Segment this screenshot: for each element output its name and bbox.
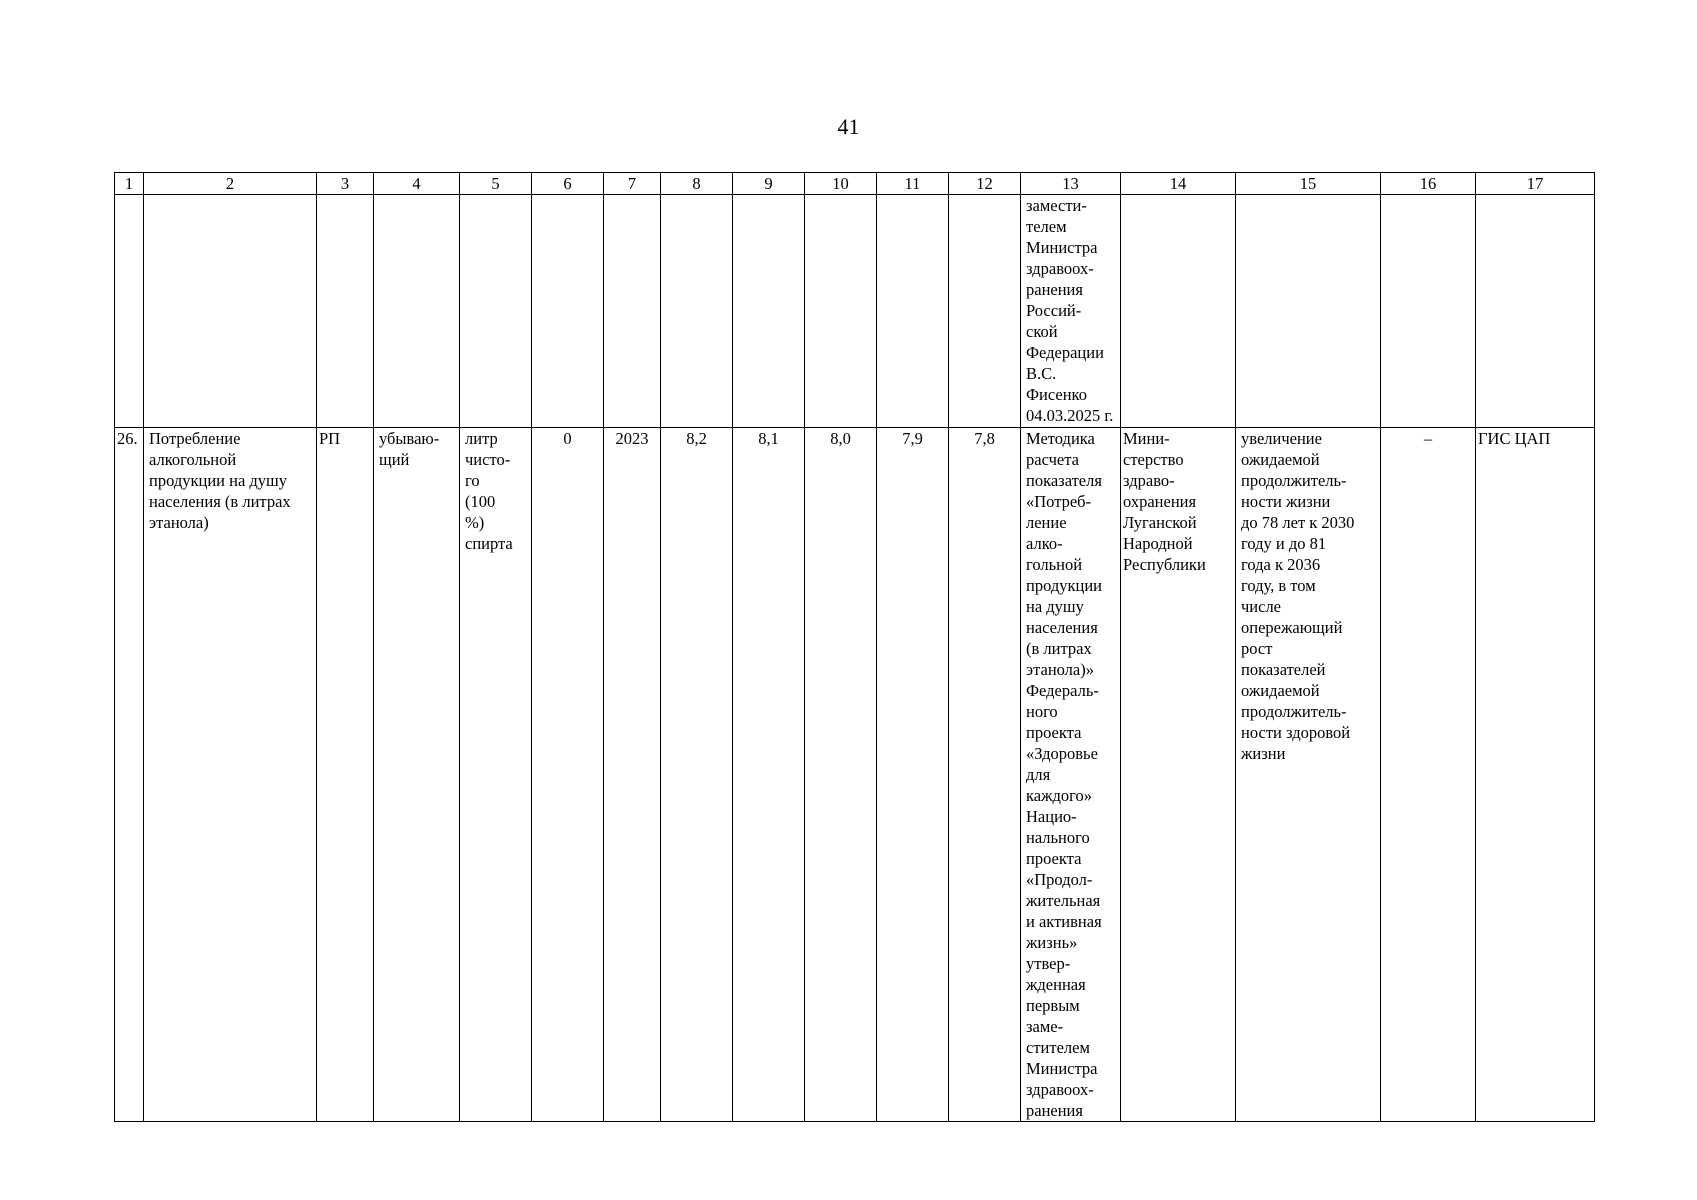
base-value: 0 bbox=[532, 428, 604, 1122]
value-col-11: 7,9 bbox=[877, 428, 949, 1122]
indicator-level: РП bbox=[317, 428, 374, 1122]
base-year: 2023 bbox=[604, 428, 661, 1122]
methodology-document: Методика расчета показателя «Потреб- ление алко- гольной продукции на душу населения (в литрах этанола)» Федераль- ного проекта «Здоровье для каждого» Нацио- нального проекта «Продол- жительная и активная жизнь» утвер- жденная первым заме- стителем Министра здравоох- ранения bbox=[1021, 428, 1121, 1122]
responsible-body: Мини- стерство здраво- охранения Луганской Народной Республики bbox=[1121, 428, 1236, 1122]
value-col-8: 8,2 bbox=[661, 428, 733, 1122]
continuation-row bbox=[115, 195, 1595, 428]
column-header: 11 bbox=[877, 173, 949, 195]
column-header: 8 bbox=[661, 173, 733, 195]
column-header: 5 bbox=[460, 173, 532, 195]
column-header: 2 bbox=[144, 173, 317, 195]
column-header: 12 bbox=[949, 173, 1021, 195]
value-col-10: 8,0 bbox=[805, 428, 877, 1122]
column-header: 6 bbox=[532, 173, 604, 195]
column-header: 7 bbox=[604, 173, 661, 195]
column-header: 1 bbox=[115, 173, 144, 195]
information-system: ГИС ЦАП bbox=[1476, 428, 1595, 1122]
national-goal: увеличение ожидаемой продолжитель- ности жизни до 78 лет к 2030 году и до 81 года к 2036 году, в том числе опережающий рост показателей ожидаемой продолжитель- ности здоровой жизни bbox=[1236, 428, 1381, 1122]
value-col-9: 8,1 bbox=[733, 428, 805, 1122]
column-header: 16 bbox=[1381, 173, 1476, 195]
unit-of-measure: литр чисто- го (100 %) спирта bbox=[460, 428, 532, 1122]
indicator-name: Потребление алкогольной продукции на душу населения (в литрах этанола) bbox=[144, 428, 317, 1122]
page-number: 41 bbox=[837, 114, 860, 139]
column-number-header-row bbox=[115, 173, 1595, 195]
column-header: 3 bbox=[317, 173, 374, 195]
column-header: 13 bbox=[1021, 173, 1121, 195]
column-header: 14 bbox=[1121, 173, 1236, 195]
column-header: 15 bbox=[1236, 173, 1381, 195]
column-header: 17 bbox=[1476, 173, 1595, 195]
indicators-table bbox=[114, 172, 1595, 1122]
indicator-trend: убываю- щий bbox=[374, 428, 460, 1122]
column-header: 9 bbox=[733, 173, 805, 195]
row-number: 26. bbox=[115, 428, 144, 1122]
column-header: 10 bbox=[805, 173, 877, 195]
column-header: 4 bbox=[374, 173, 460, 195]
col-16-value: – bbox=[1381, 428, 1476, 1122]
table-row bbox=[115, 428, 1595, 1122]
approval-text-continuation: замести- телем Министра здравоох- ранения Россий- ской Федерации В.С. Фисенко 04.03.2025 г. bbox=[1021, 195, 1121, 428]
value-col-12: 7,8 bbox=[949, 428, 1021, 1122]
